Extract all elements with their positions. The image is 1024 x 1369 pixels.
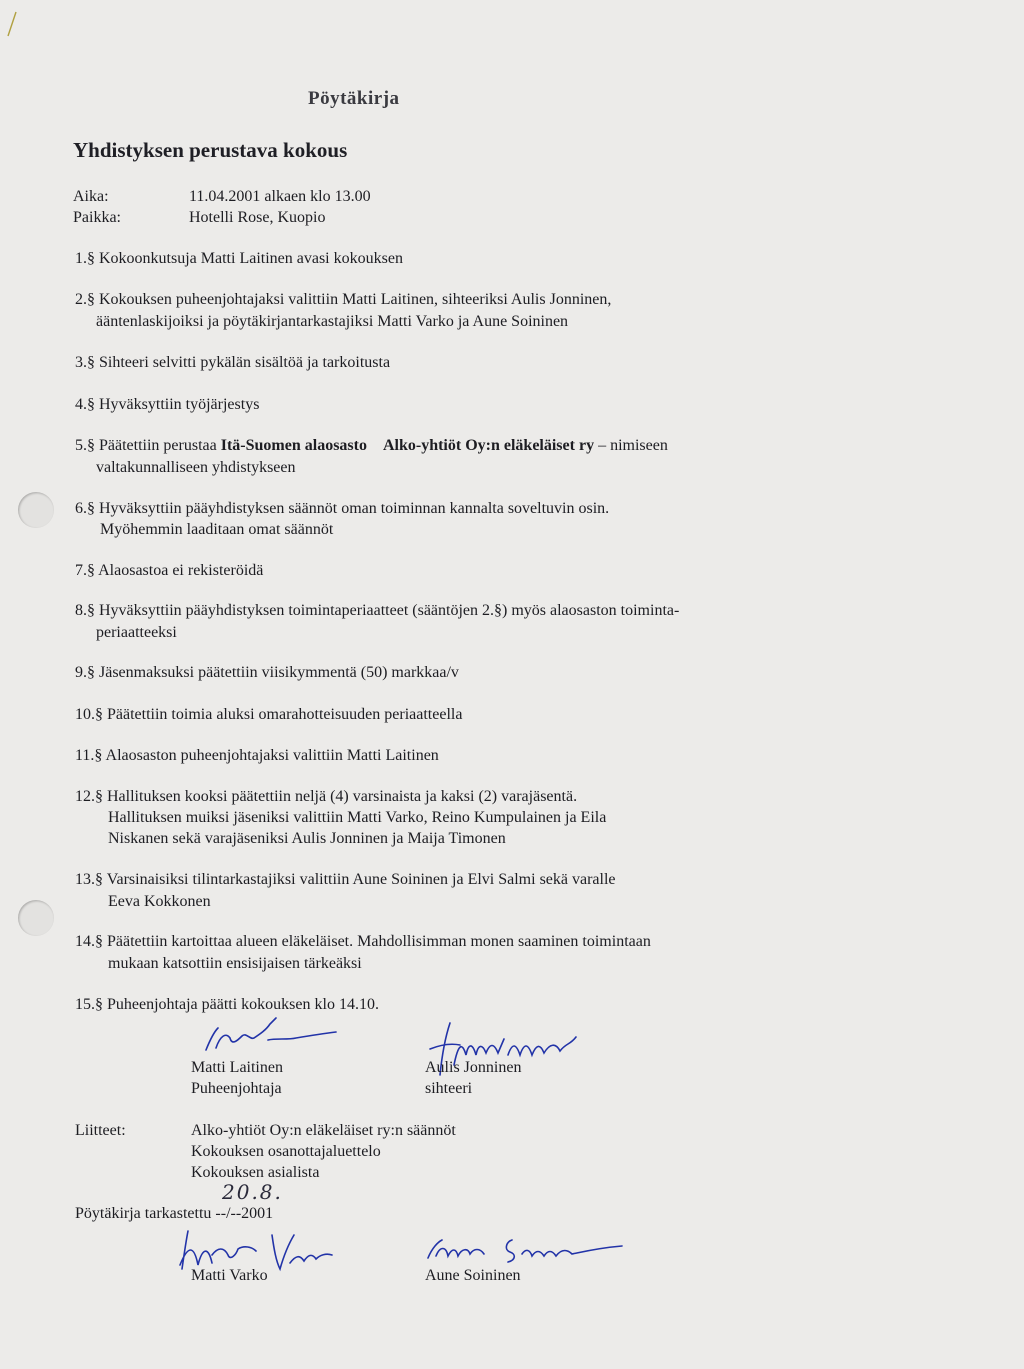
item-13-line-2: Eeva Kokkonen xyxy=(108,893,211,910)
item-text: Hyväksyttiin työjärjestys xyxy=(99,396,260,413)
item-text-pre: Päätettiin perustaa xyxy=(99,437,221,454)
item-text: Hyväksyttiin pääyhdistyksen säännöt oman toiminnan kannalta soveltuvin osin. xyxy=(99,500,610,517)
item-11 xyxy=(75,745,439,767)
item-number: 2.§ xyxy=(75,291,95,308)
item-number: 14.§ xyxy=(75,933,103,950)
item-text: Jäsenmaksuksi päätettiin viisikymmentä (50) markkaa/v xyxy=(99,664,459,681)
item-number: 15.§ xyxy=(75,996,103,1013)
meta-time-value: 11.04.2001 alkaen klo 13.00 xyxy=(189,188,371,205)
document-title: Pöytäkirja xyxy=(308,88,400,109)
secretary-name: Aulis Jonninen xyxy=(425,1059,522,1076)
attachments-label: Liitteet: xyxy=(75,1122,126,1139)
item-number: 6.§ xyxy=(75,500,95,517)
attachment-item: Kokouksen asialista xyxy=(191,1164,320,1181)
chair-name: Matti Laitinen xyxy=(191,1059,283,1076)
attachment-item: Alko-yhtiöt Oy:n eläkeläiset ry:n säännöt xyxy=(191,1122,456,1139)
item-text: Kokouksen puheenjohtajaksi valittiin Matti Laitinen, sihteeriksi Aulis Jonninen, xyxy=(99,291,612,308)
punch-hole-top xyxy=(18,492,54,528)
item-5-line-2: valtakunnalliseen yhdistykseen xyxy=(96,459,296,476)
item-number: 13.§ xyxy=(75,871,103,888)
item-13 xyxy=(75,869,616,891)
item-14 xyxy=(75,931,651,953)
item-number: 9.§ xyxy=(75,664,95,681)
document-subtitle: Yhdistyksen perustava kokous xyxy=(73,138,348,162)
chair-role: Puheenjohtaja xyxy=(191,1080,282,1097)
item-7 xyxy=(75,560,263,582)
handwritten-date: 20.8. xyxy=(222,1180,283,1204)
item-text: Varsinaisiksi tilintarkastajiksi valittiin Aune Soininen ja Elvi Salmi sekä varalle xyxy=(106,871,616,888)
meta-place-value: Hotelli Rose, Kuopio xyxy=(189,209,326,226)
item-number: 12.§ xyxy=(75,788,103,805)
item-number: 11.§ xyxy=(75,747,103,764)
item-4 xyxy=(75,394,259,416)
item-text-post: – nimiseen xyxy=(594,437,668,454)
item-text: Päätettiin toimia aluksi omarahotteisuuden periaatteella xyxy=(107,706,463,723)
item-6-line-2: Myöhemmin laaditaan omat säännöt xyxy=(100,521,334,538)
item-text: Alaosastoa ei rekisteröidä xyxy=(98,562,264,579)
pencil-mark-icon xyxy=(4,10,18,40)
item-text-bold-2: Alko-yhtiöt Oy:n eläkeläiset ry xyxy=(382,437,595,454)
item-number: 1.§ xyxy=(75,250,95,267)
item-6 xyxy=(75,498,609,520)
item-number: 3.§ xyxy=(75,354,95,371)
item-text-bold-1: Itä-Suomen alaosasto xyxy=(220,437,367,454)
item-number: 4.§ xyxy=(75,396,95,413)
signature-chair xyxy=(196,1010,346,1060)
item-8-line-2: periaatteeksi xyxy=(96,624,177,641)
item-12 xyxy=(75,786,577,808)
checker-b-name: Aune Soininen xyxy=(425,1267,521,1284)
item-10 xyxy=(75,704,462,726)
item-number: 7.§ xyxy=(75,562,95,579)
item-text: Alaosaston puheenjohtajaksi valittiin Matti Laitinen xyxy=(105,747,439,764)
item-text: Päätettiin kartoittaa alueen eläkeläiset. Mahdollisimman monen saaminen toimintaan xyxy=(107,933,651,950)
item-text: Kokoonkutsuja Matti Laitinen avasi kokouksen xyxy=(99,250,403,267)
item-number: 8.§ xyxy=(75,602,95,619)
meta-time-label: Aika: xyxy=(73,188,109,205)
meta-place-label: Paikka: xyxy=(73,209,121,226)
checker-a-name: Matti Varko xyxy=(191,1267,268,1284)
item-12-line-3: Niskanen sekä varajäseniksi Aulis Jonninen ja Maija Timonen xyxy=(108,830,506,847)
item-1 xyxy=(75,248,403,270)
item-9 xyxy=(75,662,459,684)
attachment-item: Kokouksen osanottajaluettelo xyxy=(191,1143,381,1160)
item-2 xyxy=(75,289,611,311)
signature-checker-b xyxy=(422,1228,652,1268)
item-14-line-2: mukaan katsottiin ensisijaisen tärkeäksi xyxy=(108,955,362,972)
item-text: Puheenjohtaja päätti kokouksen klo 14.10. xyxy=(107,996,379,1013)
item-3 xyxy=(75,352,390,374)
secretary-role: sihteeri xyxy=(425,1080,473,1097)
item-text: Sihteeri selvitti pykälän sisältöä ja tarkoitusta xyxy=(99,354,391,371)
item-2-line-2: ääntenlaskijoiksi ja pöytäkirjantarkastajiksi Matti Varko ja Aune Soininen xyxy=(96,313,569,330)
item-12-line-2: Hallituksen muiksi jäseniksi valittiin Matti Varko, Reino Kumpulainen ja Eila xyxy=(108,809,607,826)
item-text: Hallituksen kooksi päätettiin neljä (4) varsinaista ja kaksi (2) varajäsentä. xyxy=(107,788,578,805)
item-text: Hyväksyttiin pääyhdistyksen toimintaperiaatteet (sääntöjen 2.§) myös alaosaston toiminta- xyxy=(99,602,680,619)
item-8 xyxy=(75,600,679,622)
punch-hole-bottom xyxy=(18,900,54,936)
item-number: 5.§ xyxy=(75,437,95,454)
checked-line: Pöytäkirja tarkastettu --/--2001 xyxy=(75,1205,274,1222)
item-number: 10.§ xyxy=(75,706,103,723)
item-5 xyxy=(75,435,668,457)
